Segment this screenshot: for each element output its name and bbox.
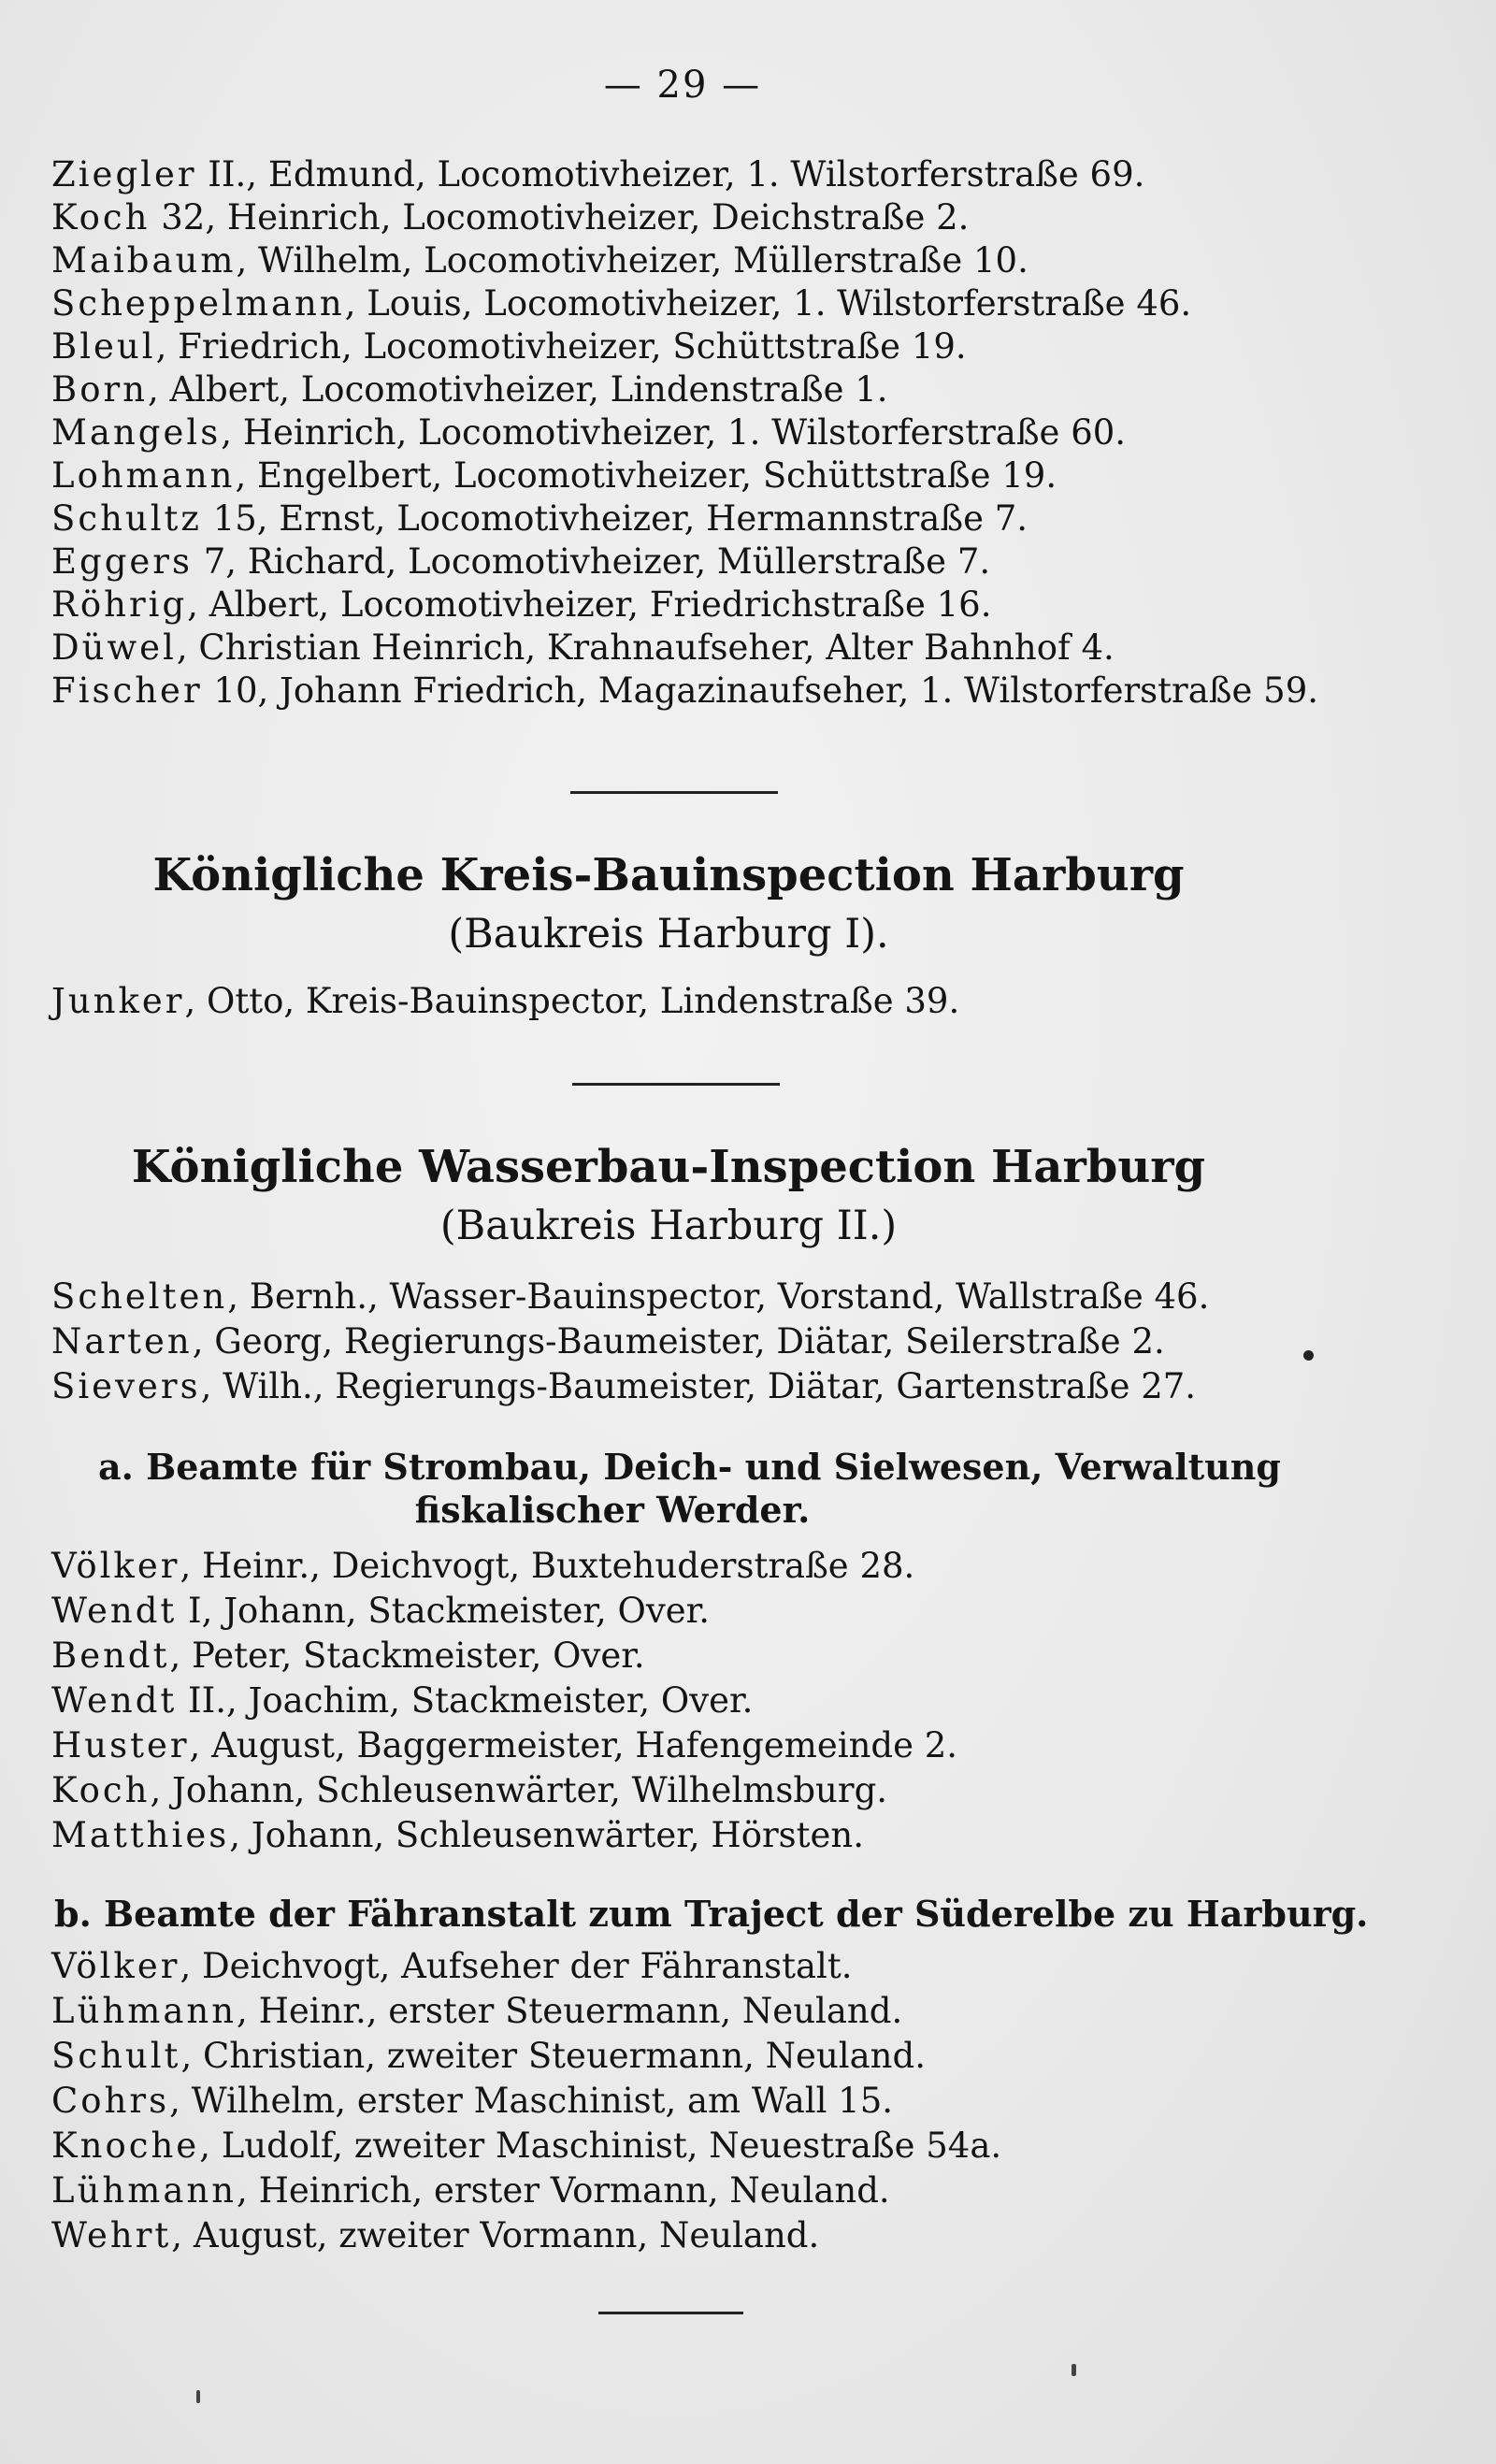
entry-details: , Peter, Stackmeister, Over. (169, 1635, 645, 1676)
page-number: — 29 — (603, 64, 762, 107)
list-item (51, 240, 1028, 281)
entry-details: , Heinr., Deichvogt, Buxtehuderstraße 28. (180, 1546, 915, 1586)
entry-details: II., Joachim, Stackmeister, Over. (177, 1680, 754, 1721)
list-item (51, 326, 967, 367)
entry-name: Lühmann (51, 2170, 237, 2211)
divider (598, 2312, 743, 2314)
entry-details: , August, zweiter Vormann, Neuland. (171, 2215, 820, 2255)
list-item (51, 1321, 1165, 1362)
list-item (51, 1591, 711, 1631)
entry-details: , Christian, zweiter Steuermann, Neuland. (180, 2036, 926, 2076)
entry-name: Maibaum (51, 240, 237, 281)
entry-name: Bleul (51, 326, 156, 367)
list-item (51, 197, 970, 238)
list-item (51, 981, 960, 1021)
list-item (51, 369, 888, 410)
entry-name: Fischer (51, 670, 203, 711)
list-item (51, 670, 1318, 711)
entry-details: , Johann, Schleusenwärter, Wilhelmsburg. (150, 1770, 888, 1810)
section-heading: Königliche Wasserbau-Inspection Harburg (131, 1141, 1206, 1193)
entry-name: Lohmann (51, 455, 236, 496)
entry-details: , Georg, Regierungs-Baumeister, Diätar, Seilerstraße 2. (192, 1321, 1165, 1362)
entry-details: , August, Baggermeister, Hafengemeinde 2. (189, 1725, 958, 1765)
list-item (51, 1366, 1197, 1406)
list-item (51, 498, 1028, 539)
entry-details: , Wilhelm, erster Maschinist, am Wall 15. (169, 2081, 894, 2121)
entry-details: , Heinrich, Locomotivheizer, 1. Wilstorferstraße 60. (221, 412, 1127, 453)
list-item (51, 412, 1127, 453)
entry-name: Born (51, 369, 148, 410)
entry-name: Schult (51, 2036, 181, 2076)
entry-name: Schelten (51, 1276, 228, 1317)
list-item (51, 1815, 865, 1855)
list-item (51, 1635, 645, 1676)
entry-details: , Deichvogt, Aufseher der Fähranstalt. (180, 1946, 853, 1986)
list-item (51, 1770, 888, 1810)
print-speck (196, 2390, 200, 2403)
list-item (51, 1276, 1210, 1317)
section-subheading: (Baukreis Harburg II.) (439, 1203, 898, 1249)
entry-details: , Heinr., erster Steuermann, Neuland. (237, 1991, 903, 2031)
entry-name: Düwel (51, 627, 177, 668)
list-item (51, 2215, 820, 2255)
print-speck (1303, 1350, 1314, 1361)
list-item (51, 455, 1057, 496)
list-item (51, 584, 992, 625)
list-item (51, 1991, 903, 2031)
entry-details: , Albert, Locomotivheizer, Friedrichstraße 16. (187, 584, 992, 625)
entry-details: , Ludolf, zweiter Maschinist, Neuestraße 54a. (199, 2125, 1002, 2166)
entry-name: Narten (51, 1321, 193, 1362)
entry-name: Sievers (51, 1366, 201, 1406)
entry-details: , Wilhelm, Locomotivheizer, Müllerstraße 10. (236, 240, 1028, 281)
entry-details: , Wilh., Regierungs-Baumeister, Diätar, Gartenstraße 27. (200, 1366, 1197, 1406)
list-item (51, 2125, 1002, 2166)
subsection-title-continued: fiskalischer Werder. (414, 1489, 811, 1531)
entry-name: Wendt (51, 1591, 178, 1631)
list-item (51, 1725, 958, 1765)
list-item (51, 283, 1192, 324)
entry-details: , Bernh., Wasser-Bauinspector, Vorstand, Wallstraße 46. (227, 1276, 1210, 1317)
entry-details: II., Edmund, Locomotivheizer, 1. Wilstorferstraße 69. (196, 154, 1145, 195)
entry-details: , Johann, Schleusenwärter, Hörsten. (229, 1815, 865, 1855)
entry-details: , Engelbert, Locomotivheizer, Schüttstraße 19. (235, 455, 1057, 496)
divider (572, 1083, 780, 1086)
entry-details: , Friedrich, Locomotivheizer, Schüttstraße 19. (155, 326, 967, 367)
entry-name: Lühmann (51, 1991, 237, 2031)
entry-name: Scheppelmann (51, 283, 345, 324)
entry-name: Wehrt (51, 2215, 172, 2255)
entry-name: Koch (51, 197, 151, 238)
entry-details: , Louis, Locomotivheizer, 1. Wilstorferstraße 46. (344, 283, 1192, 324)
entry-name: Cohrs (51, 2081, 170, 2121)
entry-name: Knoche (51, 2125, 200, 2166)
list-item (51, 1546, 915, 1586)
entry-name: Ziegler (51, 154, 197, 195)
subsection-title: b. Beamte der Fähranstalt zum Traject der Süderelbe zu Harburg. (54, 1893, 1369, 1935)
list-item (51, 1680, 754, 1721)
entry-name: Eggers (51, 541, 193, 582)
entry-details: 7, Richard, Locomotivheizer, Müllerstraße 7. (192, 541, 991, 582)
divider (570, 791, 778, 794)
entry-name: Huster (51, 1725, 190, 1765)
list-item (51, 154, 1145, 195)
list-item (51, 541, 991, 582)
section-subheading: (Baukreis Harburg I). (448, 911, 889, 958)
entry-details: , Christian Heinrich, Krahnaufseher, Alter Bahnhof 4. (176, 627, 1115, 668)
list-item (51, 2036, 926, 2076)
subsection-title: a. Beamte für Strombau, Deich- und Sielwesen, Verwaltung (98, 1446, 1282, 1488)
entry-name: Matthies (51, 1815, 230, 1855)
entry-name: Mangels (51, 412, 222, 453)
entry-details: , Albert, Locomotivheizer, Lindenstraße 1. (147, 369, 888, 410)
entry-name: Schultz (51, 498, 202, 539)
entry-name: Koch (51, 1770, 151, 1810)
entry-details: I, Johann, Stackmeister, Over. (177, 1591, 711, 1631)
list-item (51, 2081, 894, 2121)
entry-details: , Heinrich, erster Vormann, Neuland. (237, 2170, 890, 2211)
entry-details: , Otto, Kreis-Bauinspector, Lindenstraße 39. (184, 981, 960, 1021)
list-item (51, 627, 1115, 668)
entry-name: Bendt (51, 1635, 170, 1676)
list-item (51, 2170, 890, 2211)
entry-details: 15, Ernst, Locomotivheizer, Hermannstraße 7. (201, 498, 1028, 539)
entry-name: Völker (51, 1946, 180, 1986)
entry-name: Völker (51, 1546, 180, 1586)
entry-name: Junker (51, 981, 185, 1021)
print-speck (1072, 2364, 1076, 2376)
entry-details: 10, Johann Friedrich, Magazinaufseher, 1. Wilstorferstraße 59. (202, 670, 1318, 711)
entry-name: Wendt (51, 1680, 178, 1721)
entry-details: 32, Heinrich, Locomotivheizer, Deichstraße 2. (150, 197, 970, 238)
list-item (51, 1946, 853, 1986)
section-heading: Königliche Kreis-Bauinspection Harburg (152, 849, 1185, 901)
entry-name: Röhrig (51, 584, 188, 625)
